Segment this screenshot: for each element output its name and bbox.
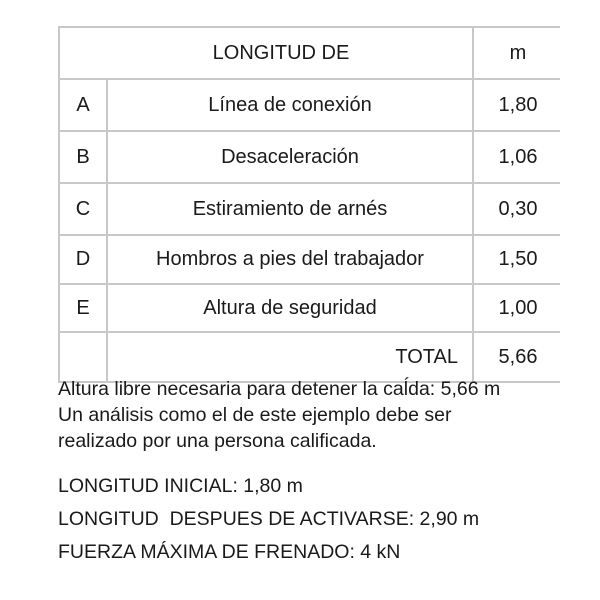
total-spacer-cell [60,333,106,381]
row-a-letter: A [60,80,106,130]
activated-length-spec: LONGITUD DESPUES DE ACTIVARSE: 2,90 m [58,508,480,530]
row-b-description: Desaceleración [108,132,472,182]
row-d-letter: D [60,236,106,283]
table-header-label: LONGITUD DE [60,28,472,78]
clearance-notes [58,376,588,454]
device-specs [58,470,588,569]
analysis-note-line: Un análisis como el de este ejemplo debe ser [58,404,452,426]
row-e-value: 1,00 [474,285,562,331]
row-d-value: 1,50 [474,236,562,283]
row-b-letter: B [60,132,106,182]
row-c-value: 0,30 [474,184,562,234]
fall-clearance-table [58,26,560,383]
total-label: TOTAL [108,333,472,381]
table-header-unit: m [474,28,562,78]
analysis-note-line-cont: realizado por una persona calificada. [58,430,377,452]
total-value: 5,66 [474,333,562,381]
row-e-description: Altura de seguridad [108,285,472,331]
row-a-value: 1,80 [474,80,562,130]
row-a-description: Línea de conexión [108,80,472,130]
clearance-note-line: Altura libre necesaria para detener la caĺda: 5,66 m [58,378,501,400]
row-b-value: 1,06 [474,132,562,182]
max-braking-force-spec: FUERZA MÁXIMA DE FRENADO: 4 kN [58,541,401,563]
row-c-letter: C [60,184,106,234]
initial-length-spec: LONGITUD INICIAL: 1,80 m [58,475,303,497]
row-c-description: Estiramiento de arnés [108,184,472,234]
row-d-description: Hombros a pies del trabajador [108,236,472,283]
row-e-letter: E [60,285,106,331]
